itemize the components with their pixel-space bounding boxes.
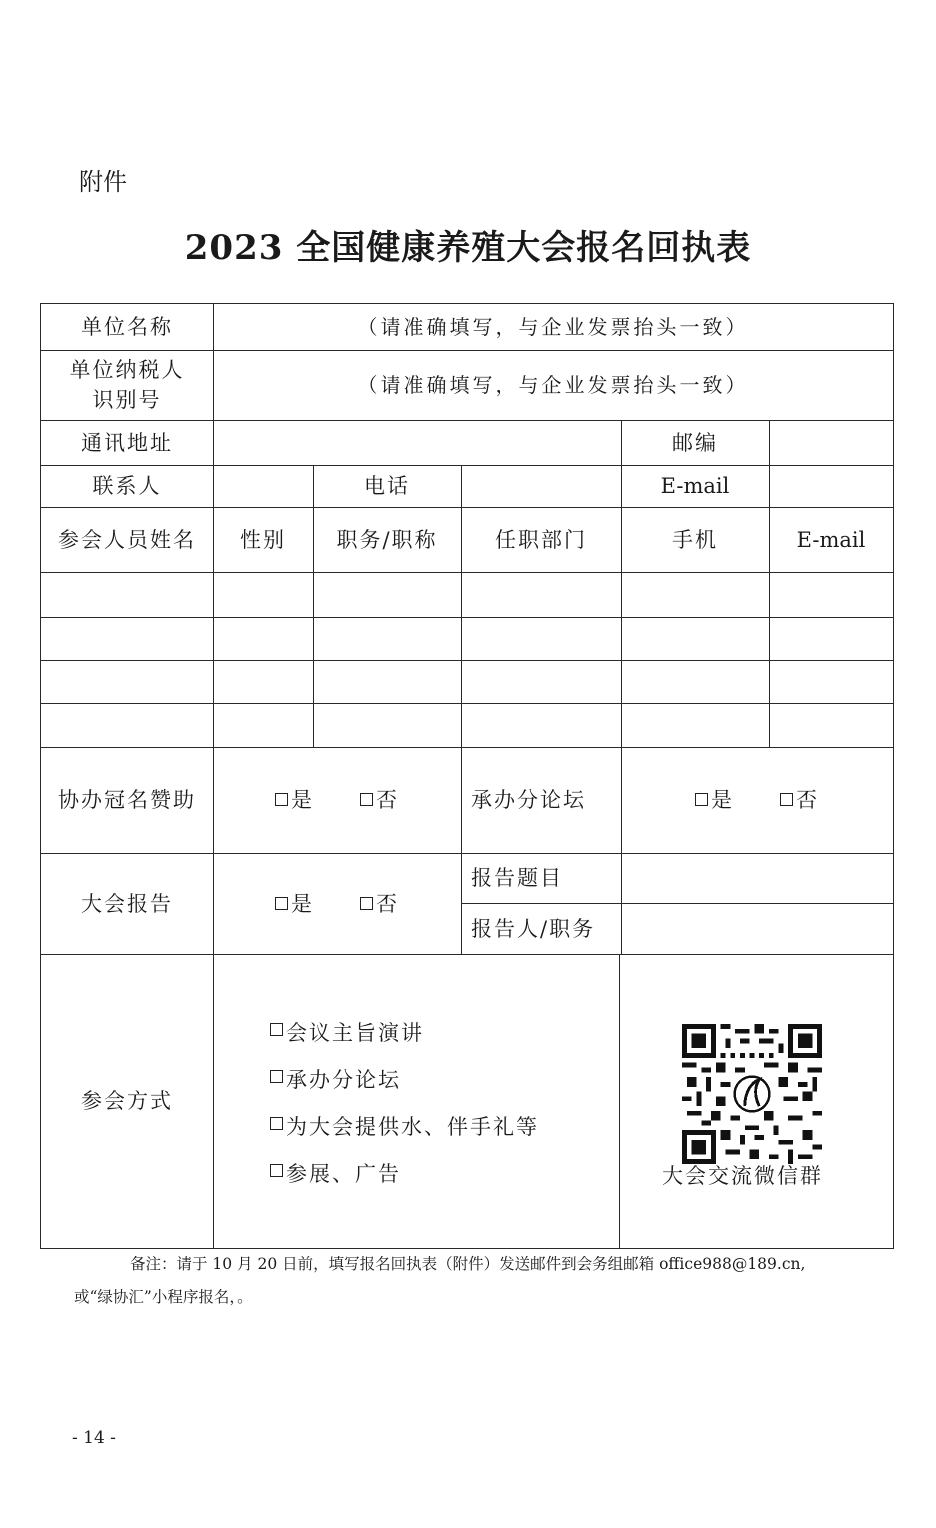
contact-email-field[interactable] xyxy=(769,465,893,507)
participation-options xyxy=(270,1008,539,1196)
attachment-label: 附件 xyxy=(79,168,127,196)
org-name-field[interactable]: （请准确填写，与企业发票抬头一致） xyxy=(357,315,749,339)
page-number: - 14 - xyxy=(72,1428,116,1448)
forum-yes-label: 是 xyxy=(711,788,734,812)
participation-checkbox[interactable] xyxy=(270,1070,283,1083)
participation-option xyxy=(270,1008,539,1055)
report-yes-checkbox[interactable] xyxy=(275,897,288,910)
report-yes-label: 是 xyxy=(291,891,314,916)
report-no-label: 否 xyxy=(376,891,399,916)
forum-choice xyxy=(621,747,893,853)
attendee-row[interactable] xyxy=(41,660,893,703)
postcode-label: 邮编 xyxy=(672,430,718,455)
phone-label: 电话 xyxy=(364,474,410,498)
participation-checkbox[interactable] xyxy=(270,1117,283,1130)
sponsorship-yes-label: 是 xyxy=(291,788,314,812)
attendee-name-header: 参会人员姓名 xyxy=(58,527,196,552)
attendee-dept-header: 任职部门 xyxy=(495,527,587,552)
attendee-title-header: 职务/职称 xyxy=(336,527,438,552)
wechat-group-qr-code xyxy=(682,1024,822,1164)
attendee-email-header: E-mail xyxy=(796,527,866,552)
tax-id-field[interactable]: （请准确填写，与企业发票抬头一致） xyxy=(357,373,749,397)
tax-id-label-line1: 单位纳税人 xyxy=(69,358,185,382)
contact-label: 联系人 xyxy=(92,474,162,498)
participation-checkbox[interactable] xyxy=(270,1164,283,1177)
reporter-label: 报告人/职务 xyxy=(471,916,596,941)
participation-option xyxy=(270,1102,539,1149)
participation-checkbox[interactable] xyxy=(270,1023,283,1036)
participation-option-label: 会议主旨演讲 xyxy=(286,1020,424,1045)
participation-option xyxy=(270,1055,539,1102)
tax-id-label xyxy=(41,350,213,420)
participation-label: 参会方式 xyxy=(81,1089,173,1113)
address-field[interactable] xyxy=(213,420,621,465)
org-name-label: 单位名称 xyxy=(81,315,173,339)
report-topic-field[interactable] xyxy=(621,853,893,903)
attendee-row[interactable] xyxy=(41,703,893,747)
sponsorship-no-label: 否 xyxy=(376,788,399,812)
participation-option-label: 参展、广告 xyxy=(286,1161,401,1186)
reporter-field[interactable] xyxy=(621,903,893,954)
address-label: 通讯地址 xyxy=(81,430,173,455)
forum-no-checkbox[interactable] xyxy=(780,793,793,806)
attendee-mobile-header: 手机 xyxy=(672,527,718,552)
note-line-2: 或“绿协汇”小程序报名，。 xyxy=(74,1288,253,1306)
sponsorship-no-checkbox[interactable] xyxy=(360,793,373,806)
postcode-field[interactable] xyxy=(769,420,893,465)
sponsorship-yes-checkbox[interactable] xyxy=(275,793,288,806)
tax-id-label-line2: 识别号 xyxy=(92,388,162,412)
sponsorship-choice xyxy=(213,747,461,853)
report-no-checkbox[interactable] xyxy=(360,897,373,910)
participation-option xyxy=(270,1149,539,1196)
contact-field[interactable] xyxy=(213,465,313,507)
contact-email-label: E-mail xyxy=(660,474,730,498)
report-label: 大会报告 xyxy=(81,891,173,916)
participation-option-label: 为大会提供水、伴手礼等 xyxy=(286,1114,539,1139)
phone-field[interactable] xyxy=(461,465,621,507)
forum-yes-checkbox[interactable] xyxy=(695,793,708,806)
note-line-1: 备注：请于 10 月 20 日前，填写报名回执表（附件）发送邮件到会务组邮箱 office988@189.cn, xyxy=(130,1255,806,1273)
qr-caption: 大会交流微信群 xyxy=(662,1164,823,1188)
forum-no-label: 否 xyxy=(796,788,819,812)
report-topic-label: 报告题目 xyxy=(471,866,563,890)
forum-label: 承办分论坛 xyxy=(471,788,586,812)
attendee-row[interactable] xyxy=(41,572,893,617)
sponsorship-label: 协办冠名赞助 xyxy=(58,788,196,812)
attendee-gender-header: 性别 xyxy=(240,527,286,552)
participation-option-label: 承办分论坛 xyxy=(286,1067,401,1092)
attendee-row[interactable] xyxy=(41,617,893,660)
report-choice xyxy=(213,853,461,954)
form-title: 2023 全国健康养殖大会报名回执表 xyxy=(184,228,752,268)
